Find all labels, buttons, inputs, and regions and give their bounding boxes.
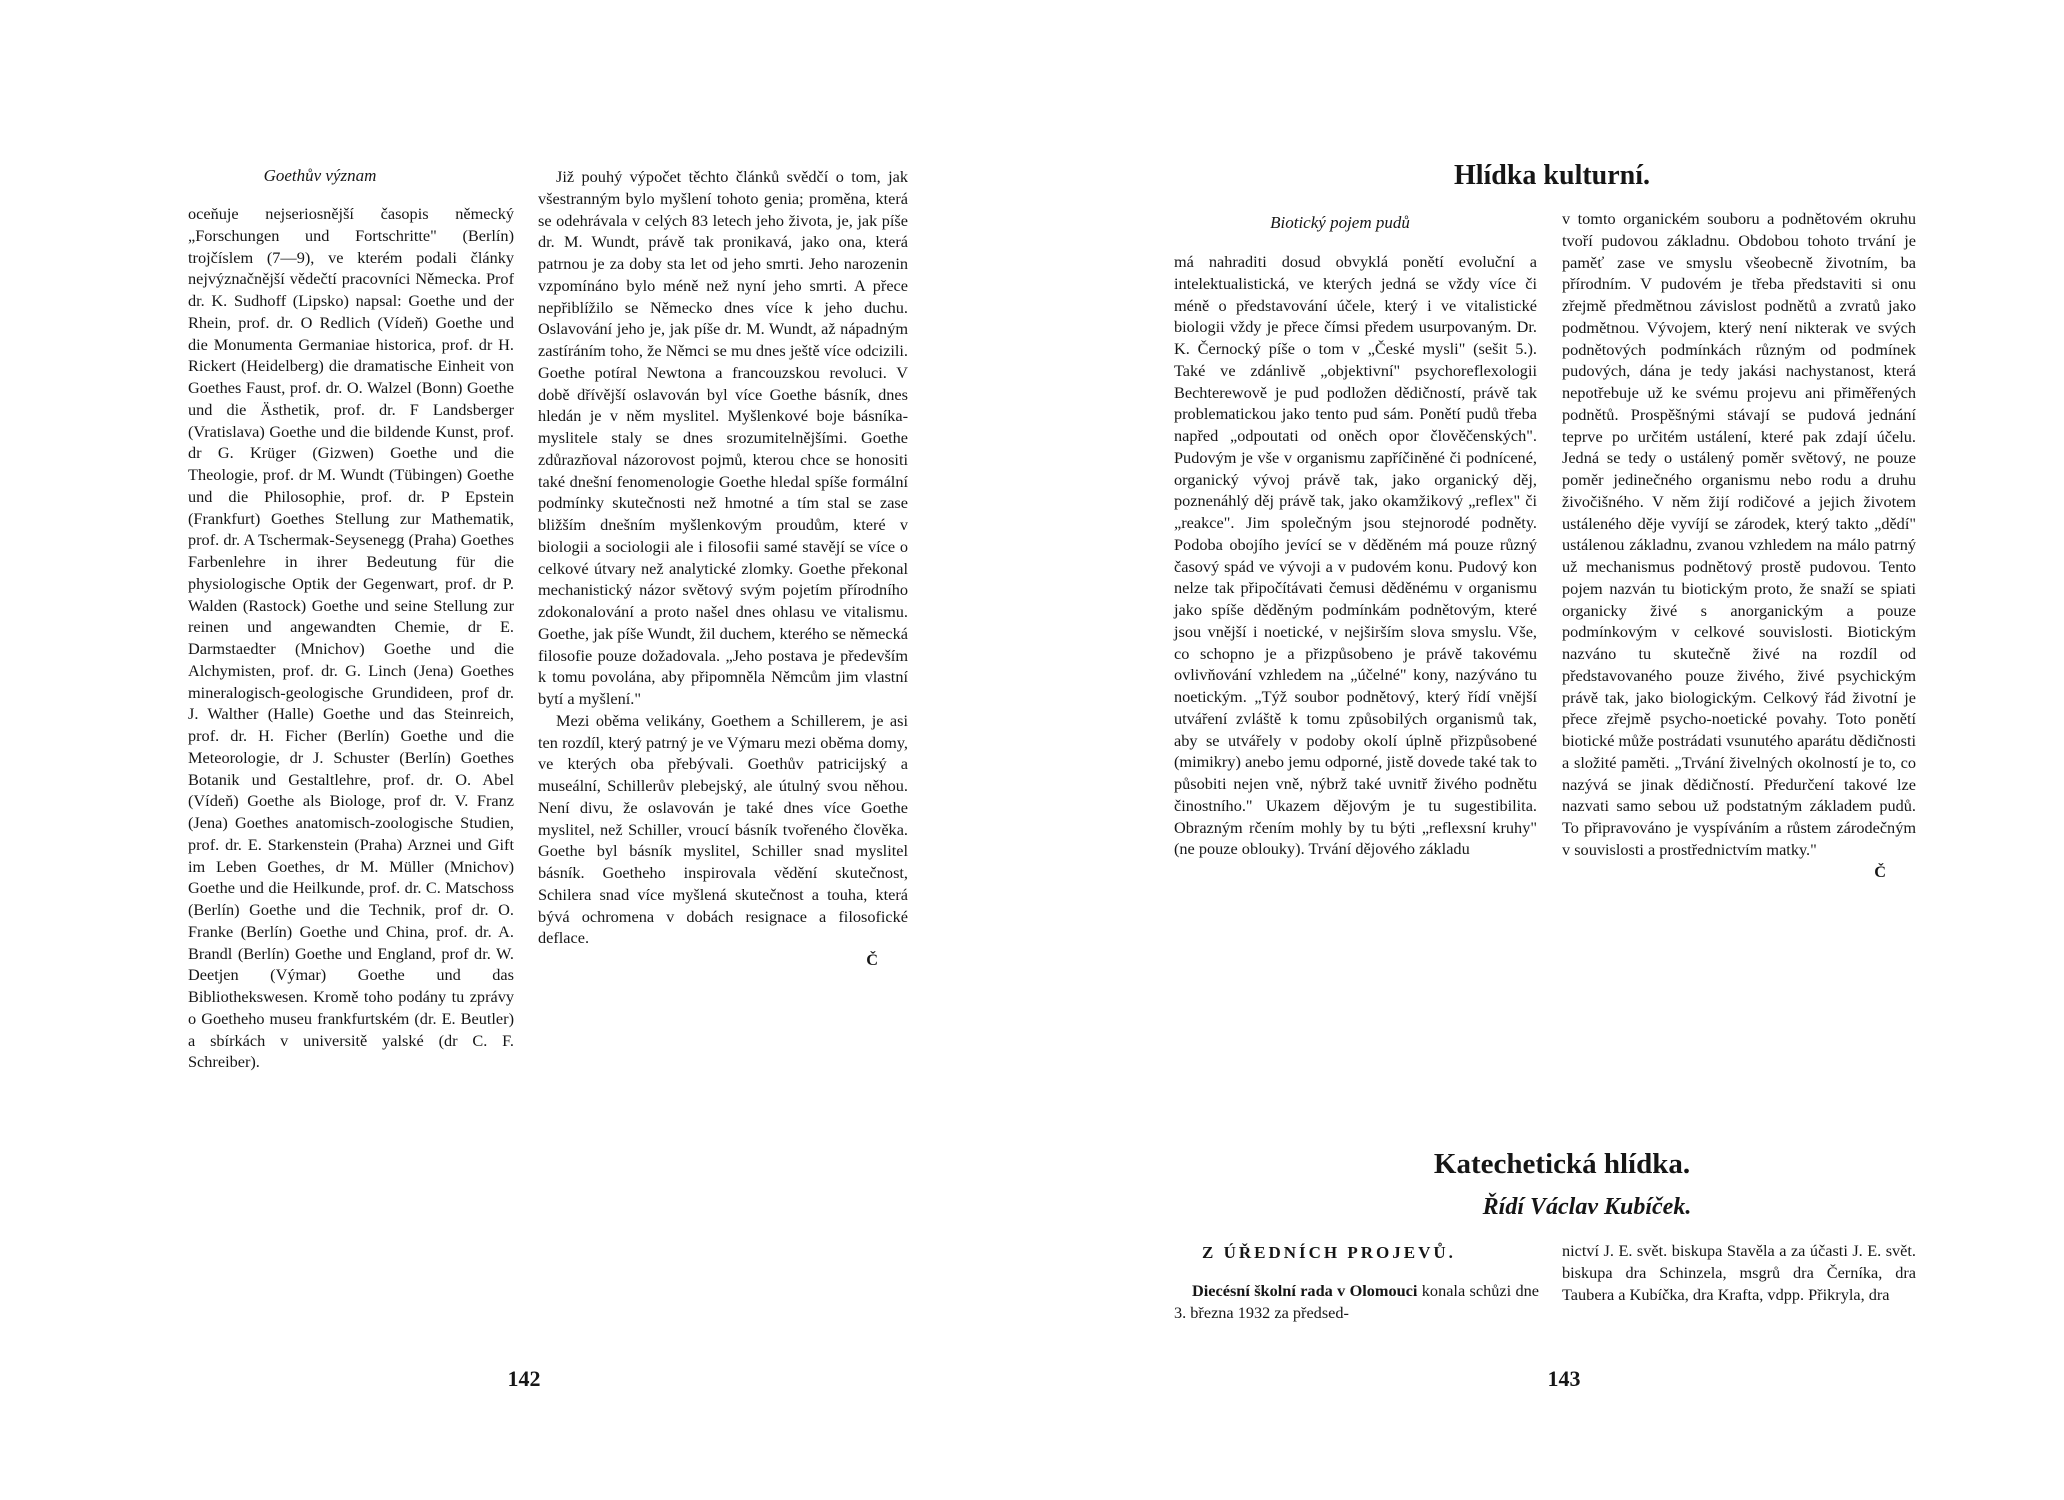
section2-title: Katechetická hlídka. (1433, 1148, 1691, 1180)
left-col2-paragraph-2: Mezi oběma velikány, Goethem a Schillerem, je asi ten rozdíl, který patrný je ve Výmaru mezi oběma domy, ve kterých oba přebývali. Goethův patricijský a museální, Schillerův plebejský, ale útulný svou něhou. Není divu, že oslavován je také dnes více Goethe myslitel, než Schiller, vroucí básník tvořeného člověka. Goethe byl básník myslitel, Schiller snad myslitel básník. Goetheho inspirovala vědění skutečnost, Schilera snad více myšlená skutečnost a touha, která bývá ochromena v dobách resignace a filosofické deflace. (538, 710, 908, 948)
right-page (1032, 0, 2064, 1500)
notice-column-1 (1174, 1280, 1539, 1324)
right-page-number: 143 (1547, 1366, 1581, 1391)
notice-lead: Diecésní školní rada v Olomouci (1192, 1281, 1418, 1300)
right-col2-text: v tomto organickém souboru a podnětovém okruhu tvoří pudovou základnu. Obdobou tohoto trvání je paměť zase ve smyslu všeobecně životním, ba přírodním. V pudovém je třeba představiti si onu zřejmě předmětnou závislost podnětů a zvratů jako podmětnou. Vývojem, který není nikterak ve svých podnětových podmínkách různým od podmínek pudových, dána je tedy jakási nachystanost, která nepotřebuje už ke svému projevu ani přiměřených podnětů. Prospěšnými stávají se pudová jednání teprve po určitém ustálení, které pak zdají účelu. Jedná se tedy o ustálený poměr světový, ne pouze poměr jedinečného organismu nebo rodu a druhu živočišného. V něm žijí rodičové a jejich životem ustáleného děje vyvíjí se zárodek, který takto „dědí" ustálenou základnu, zvanou vzhledem na málo patrný už mechanismus podnětový prostě pudovou. Tento pojem nazván tu biotickým proto, že snaží se spiati organicky živé s anorganickým a pouze podmínkovým v celkové souvislosti. Biotickým nazváno tu skutečně živé na rozdíl od představovaného pouze živého, živé psychickým právě tak, jako biologickým. Celkový řád životní je přece zřejmě psycho-noetické povahy. Toto ponětí biotické může postrádati vsunutého aparátu dědičnosti a složité paměti. „Trvání živelných okolností je to, co nazývá se jinak dědičností. Předurčení takové lze nazvati samo sebou už podstatným základem pudů. To připravováno je vyspíváním a růstem zárodečným v souvislosti a prostřednictvím matky." (1562, 209, 1917, 859)
section-header: Hlídka kulturní. (1453, 160, 1651, 191)
notice-column-2 (1562, 1240, 1916, 1305)
section2-editor: Řídí Václav Kubíček. (1482, 1194, 1692, 1220)
right-column-1 (1174, 251, 1537, 860)
right-running-head: Biotický pojem pudů (1270, 213, 1410, 232)
notice-paragraph (1174, 1280, 1539, 1324)
left-page-number: 142 (507, 1366, 541, 1391)
subheading: Z ÚŘEDNÍCH PROJEVŮ. (1202, 1243, 1456, 1262)
left-column-2 (538, 166, 908, 971)
left-col2-paragraph-1: Již pouhý výpočet těchto článků svědčí o tom, jak všestranným bylo myšlení tohoto genia; proměna, která se odehrávala v celých 83 letech jeho života, je, jak píše dr. M. Wundt, právě tak pronikavá, jako ona, která patrnou je za doby sta let od jeho smrti. Jeho narozenin vzpomínáno bylo méně než nyní jeho smrti. A přece nepřiblížilo se Německo dnes více k jeho duchu. Oslavování jeho je, jak píše dr. M. Wundt, až nápadným zastíráním toho, že Němci se mu dnes ještě více odcizili. Goethe potíral Newtona a francouzskou revoluci. V době dřívější oslavován byl více Goethe básník, dnes hledán je v něm myslitel. Myšlenkové boje básníka-myslitele staly se dnes srozumitelnějšími. Goethe zdůrazňoval názorovost pojmů, kterou chce se honositi také dnešní fenomenologie Goethe hledal spíše formální podmínky skutečnosti než hmotné a tím stal se zase bližším dnešním myšlenkovým proudům, které v biologii a sociologii ale i filosofii samé stavějí se více o celkové útvary než analytické zlomky. Goethe překonal mechanistický názor světový svým pojetím přírodního zdokonalování a proto našel dnes ohlasu ve vitalismu. Goethe, jak píše Wundt, žil duchem, kterého se německá filosofie pouze dožadovala. „Jeho postava je především k tomu povolána, aby připomněla Němcům jim vlastní bytí a myšlení." (538, 167, 908, 708)
right-col1-text: má nahraditi dosud obvyklá ponětí evoluční a intelektualistická, ve kterých jedná se vždy více či méně o představování účele, který i ve vitalistické biologii vždy je přece čímsi předem usurpovaným. Dr. K. Černocký píše o tom v „České mysli" (sešit 5.). Také ve zdánlivě „objektivní" psychoreflexologii Bechterewově je pud podložen dědičností, právě tak problematickou jako tento pud sám. Ponětí pudů třeba napřed „odpoutati od oněch opor člověčenských". Pudovým je vše v organismu zapříčiněné či podnícené, organický vývoj právě tak, jako organický děj, poznenáhlý děj právě tak, jako okamžikový „reflex" či „reakce". Jim společným jsou stejnorodé podněty. Podoba obojího jevící se v děděném má pouze různý časový spád ve vývoji a v pudovém konu. Pudový kon nelze tak připočítávati čemusi děděnému v organismu jako spíše děděným podmínkám podnětovým, které jsou vnější i noetické, v nejširším slova smyslu. Vše, co schopno je a přizpůsobeno je právě takovému ovlivňování vzhledem na „účelné" kony, nazýváno tu noetickým. „Týž soubor podnětový, který řídí vnější utváření zvláště k tomu způsobilých organismů tak, aby se utvářely v podoby okolí úplně přizpůsobené (mimikry) anebo jemu odporné, jistě dovede také tak to působiti nejen vně, nýbrž také uvnitř živého podnětu činostního." Ukazem dějovým je tu sugestibilita. Obrazným rčením mohly by tu býti „reflexsní kruhy" (ne pouze oblouky). Trvání dějového základu (1174, 252, 1537, 859)
notice-col2-text: nictví J. E. svět. biskupa Stavěla a za účasti J. E. svět. biskupa dra Schinzela, msgrů dra Černíka, dra Taubera a Kubíčka, dra Krafta, vdpp. Přikryla, dra (1562, 1241, 1916, 1304)
left-column-1 (188, 203, 514, 1073)
left-col1-text: oceňuje nejseriosnější časopis německý „Forschungen und Fortschritte" (Berlín) trojčíslem (7—9), ve kterém podali články nejvýznačnější vědečtí pracovníci Německa. Prof dr. K. Sudhoff (Lipsko) napsal: Goethe und der Rhein, prof. dr. O Redlich (Vídeň) Goethe und die Monumenta Germaniae historica, prof. dr H. Rickert (Heidelberg) die dramatische Einheit von Goethes Faust, prof. dr. O. Walzel (Bonn) Goethe und die Ästhetik, prof. dr. F Landsberger (Vratislava) Goethe und die bildende Kunst, prof. dr G. Krüger (Gizwen) Goethe und die Theologie, prof. dr M. Wundt (Tübingen) Goethe und die Philosophie, prof. dr. P Epstein (Frankfurt) Goethes Stellung zur Mathematik, prof. dr. A Tschermak-Seysenegg (Praha) Goethes Farbenlehre in ihrer Bedeutung für die physiologische Optik der Gegenwart, prof. dr P. Walden (Rastock) Goethe und seine Stellung zur reinen und angewandten Chemie, dr E. Darmstaedter (Mnichov) Goethe und die Alchymisten, prof. dr. G. Linch (Jena) Goethes mineralogisch-geologische Grundideen, prof dr. J. Walther (Halle) Goethe und das Steinreich, prof. dr. H. Ficher (Berlín) Goethe und die Meteorologie, dr J. Schuster (Berlín) Goethes Botanik und Gestaltlehre, prof. dr. O. Abel (Vídeň) Goethe als Biologe, prof dr. V. Franz (Jena) Goethes anatomisch-zoologische Studien, prof. dr. E. Starkenstein (Praha) Arznei und Gift im Leben Goethes, dr M. Müller (Mnichov) Goethe und die Heilkunde, prof. dr. C. Matschoss (Berlín) Goethe und die Technik, prof dr. O. Franke (Berlín) Goethe und China, prof. dr. A. Brandl (Berlín) Goethe und England, prof dr. W. Deetjen (Výmar) Goethe und das Bibliothekswesen. Kromě toho podány tu zprávy o Goetheho museu frankfurtském (dr. E. Beutler) a sbírkách v universitě yalské (dr C. F. Schreiber). (188, 204, 514, 1072)
right-column-2 (1562, 208, 1916, 882)
notice-rest: konala schůzi dne 3. března 1932 za předsed- (1174, 1281, 1539, 1322)
right-col2-signature: Č (1874, 861, 1886, 881)
left-running-head: Goethův význam (263, 166, 377, 185)
left-col2-signature: Č (866, 950, 878, 969)
